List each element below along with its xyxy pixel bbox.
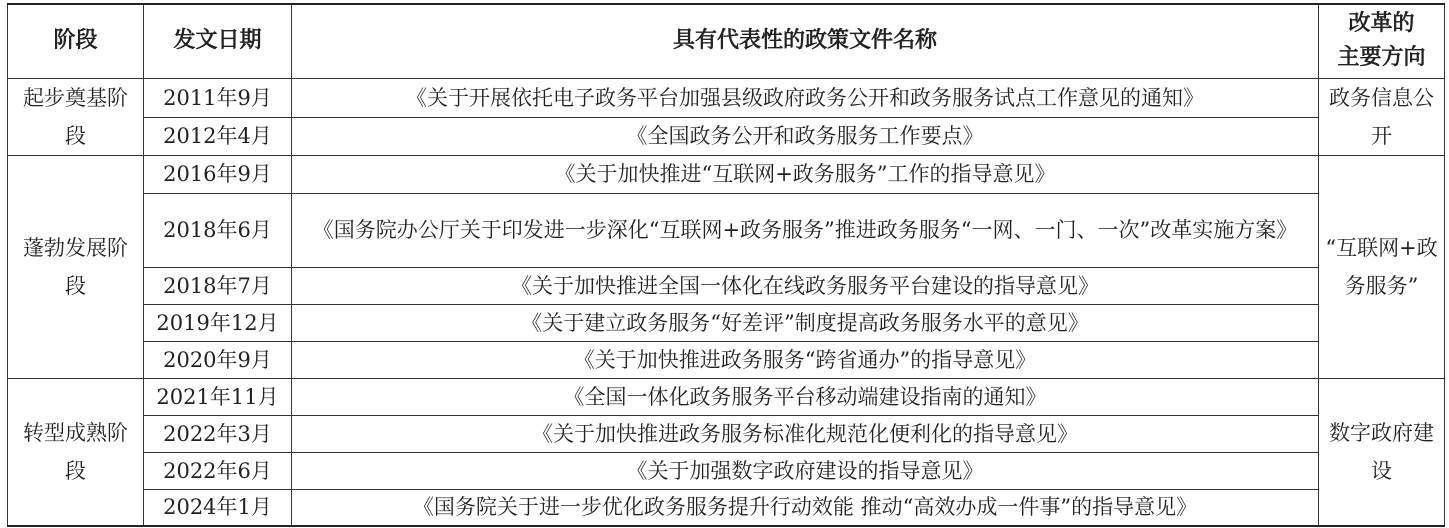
date-cell: 2018年7月: [144, 267, 292, 304]
date-cell: 2022年6月: [144, 452, 292, 489]
stage-cell-1: 起步奠基阶段: [8, 78, 144, 155]
table-row: [8, 193, 1445, 267]
document-cell: 《国务院办公厅关于印发进一步深化“互联网+政务服务”推进政务服务“一网、一门、一次”改革实施方案》: [292, 193, 1319, 267]
date-cell: 2011年9月: [144, 78, 292, 118]
document-cell: 《关于加快推进全国一体化在线政务服务平台建设的指导意见》: [292, 267, 1319, 304]
table-row: [8, 267, 1445, 304]
document-cell: 《关于加快推进政务服务标准化规范化便利化的指导意见》: [292, 415, 1319, 452]
date-cell: 2016年9月: [144, 155, 292, 193]
header-stage: 阶段: [8, 4, 144, 78]
document-cell: 《关于开展依托电子政务平台加强县级政府政务公开和政务服务试点工作意见的通知》: [292, 78, 1319, 118]
document-cell: 《关于建立政务服务“好差评”制度提高政务服务水平的意见》: [292, 304, 1319, 341]
direction-cell-2: “互联网+政务服务”: [1319, 155, 1445, 378]
document-cell: 《关于加快推进政务服务“跨省通办”的指导意见》: [292, 341, 1319, 378]
table-row: [8, 341, 1445, 378]
date-cell: 2020年9月: [144, 341, 292, 378]
stage-cell-3: 转型成熟阶段: [8, 378, 144, 526]
header-direction: 改革的 主要方向: [1319, 4, 1445, 78]
table-row: [8, 415, 1445, 452]
table-row: [8, 378, 1445, 415]
table-row: [8, 155, 1445, 193]
header-date: 发文日期: [144, 4, 292, 78]
direction-cell-1: 政务信息公开: [1319, 78, 1445, 155]
table-row: [8, 78, 1445, 118]
date-cell: 2019年12月: [144, 304, 292, 341]
header-row: [8, 4, 1445, 78]
document-cell: 《国务院关于进一步优化政务服务提升行动效能 推动“高效办成一件事”的指导意见》: [292, 489, 1319, 526]
table-row: [8, 118, 1445, 156]
date-cell: 2022年3月: [144, 415, 292, 452]
policy-table: [7, 3, 1445, 527]
date-cell: 2012年4月: [144, 118, 292, 156]
date-cell: 2024年1月: [144, 489, 292, 526]
document-cell: 《关于加强数字政府建设的指导意见》: [292, 452, 1319, 489]
table-row: [8, 489, 1445, 526]
date-cell: 2018年6月: [144, 193, 292, 267]
date-cell: 2021年11月: [144, 378, 292, 415]
direction-cell-3: 数字政府建设: [1319, 378, 1445, 526]
document-cell: 《关于加快推进“互联网+政务服务”工作的指导意见》: [292, 155, 1319, 193]
stage-cell-2: 蓬勃发展阶段: [8, 155, 144, 378]
table-row: [8, 452, 1445, 489]
document-cell: 《全国一体化政务服务平台移动端建设指南的通知》: [292, 378, 1319, 415]
document-cell: 《全国政务公开和政务服务工作要点》: [292, 118, 1319, 156]
table-row: [8, 304, 1445, 341]
header-document: 具有代表性的政策文件名称: [292, 4, 1319, 78]
